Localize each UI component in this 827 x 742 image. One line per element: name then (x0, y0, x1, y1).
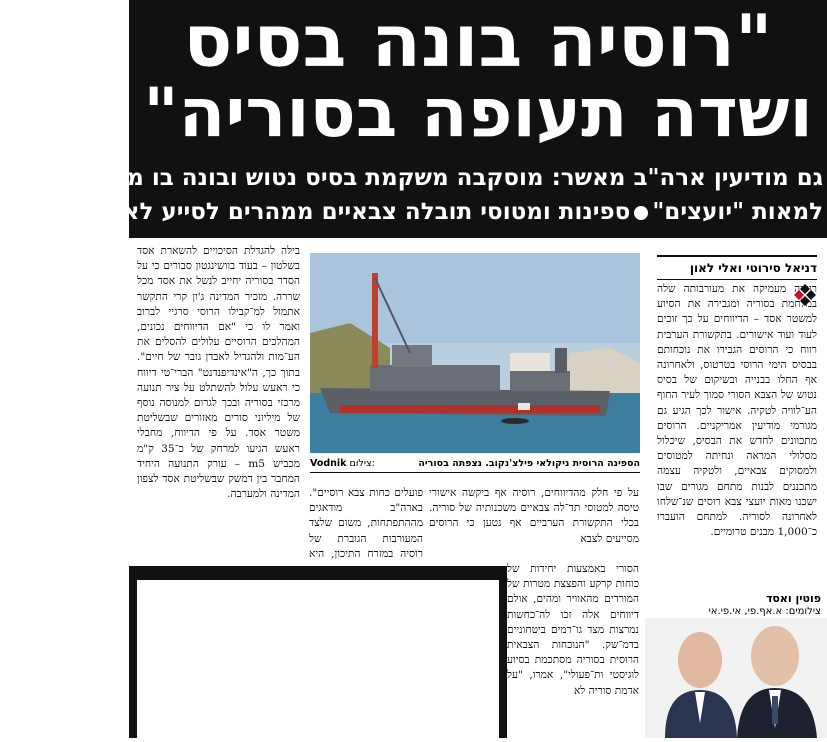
photo-credit (310, 456, 375, 472)
headline-line-2: ושדה תעופה בסוריה" (143, 74, 813, 153)
subheadline-line-2 (93, 196, 823, 228)
photo-caption (310, 456, 640, 473)
article-column-right (657, 282, 817, 592)
article-column-mid-3 (507, 562, 639, 738)
column-left-text: בילה להגדלת הסיכויים להשארת אסד בשלטון – בעוד בוושינגטון סבורים כי על הסדר בסוריה יחייב לנשל את אסד מכל שררה. מזכיר המדינה ג'ון קרי התקשר אתמול למ־קבילו הרוסי סרגיי לברוב ואמר לו כי "אם הדיווחים נכונים, המהלכים הרוסיים עלולים להסלים את הע־מות ולהגדיל לאבדן גובר של חיים". בתוך כך, ה"אינדיפנדנט" הברי־טי דיווח כי ראעש עלול להשתלט על ציר תנועה מרכזי בסוריה ובכך לגרום למנוסה נוסף של מיליוני סורים מאזורים שבשליטת משטר אסד. על פי הדיווח, מחבלי ראעש הגיעו למרחק של כ־35 ק"מ מכביש m5 – עורק התנועה היחיד המחבר בין דמשק שבשליטת אסד לצפון המדינה ולמערבה. (137, 245, 300, 501)
photo-caption-text: הספינה הרוסית ניקולאי פילצ'נקוב. נצפתה בסוריה (418, 458, 640, 469)
portrait-names: פוטין ואסד (765, 592, 821, 605)
byline: דניאל סירוטי ואלי לאון (657, 255, 817, 280)
column-mid1-text: על פי חלק מהדיווחים, רוסיה אף ביקשה אישורי טיסה למטוסי תד־לה צבאיים משכנותיה של סוריה. בכלי התקשורת הערביים אף נטען כי הרוסים מסייעים לצבא (429, 487, 639, 545)
portrait-credit: צילומים: א.אף.פי, אי.פי.אי (708, 606, 821, 617)
portrait-label (653, 592, 821, 618)
column-mid3-text: הסורי באמצעות יחידות של כוחות קרקע והפצצת מטרות של המורדים מהאוויר ומהים, אולם דיווחים אלה זכו לה־כחשות נמרצות מצד גו־רמים ביטחוניים בדמ־שק. "הנוכחות הצבאית הרוסית בסוריה מסתכמת בסיוע לוגיסטי ות־פעולי", אמרו, "על אדמת סוריה לא (507, 563, 639, 697)
subheadline-part-a: למאות "יועצים" (652, 199, 823, 225)
bullet-dot-icon (634, 206, 648, 220)
advertisement-blank (137, 580, 499, 738)
article-column-mid-1 (429, 486, 639, 562)
column-mid2-text: פועלים כחות צבא רוסיים". בארה"ב מודאגים מההתפתחות, משום שלצד המעורבות הגוברת של רוסיה במזרח התיכון, היא (309, 487, 423, 560)
ship-photo (310, 253, 640, 453)
article-column-left (137, 244, 300, 616)
subheadline-part-b: ספינות ומטוסי תובלה צבאיים ממהרים לסייע לאסד (93, 199, 631, 225)
subheadline-line-1: גם מודיעין ארה"ב מאשר: מוסקבה משקמת בסיס נטוש ובונה בו מתחם מגורים (0, 165, 823, 191)
column-right-text: רוסיה מעמיקה את מעורבותה שלה במלחמת בסוריה ומגבירה את הסיוע למשטר אסד – הדיווחים על כך זוכים לעוד ועוד אישורים. בתקשורת הערבית רווח כי הרוסים הגבירו את נוכחותם בבסיס הימי הרוסי בטרטוס, ולאחרונה אף החלו בבנייה ובשיקום של בסיס נטוש של הצבא הסורי סמוך לעיר החוף הע־לוויה לטקיה. אישור לכך הגיע גם מגורמי מודיעין אמריקניים. הרוסים מתכוונים לחדש את הבסיס, שיכלול מסלולי המראה ונחיתה למטוסים ולמסוקים צבאיים, ולטקיה עצמה מתכננים לבנות מתחם מגורים שבו ישכנו מאות יועצי צבא רוסים שנ־שלחו לאחרונה לסוריה. למתחם הועברו כ־1,000 מבנים טרומיים. (657, 283, 817, 539)
photo-credit-name: Vodnik (310, 458, 347, 469)
headline-line-1: "רוסיה בונה בסיס (183, 0, 773, 83)
article-column-mid-2 (309, 486, 423, 562)
photo-credit-label: צילום: (349, 458, 375, 469)
leaders-portrait (645, 618, 827, 738)
